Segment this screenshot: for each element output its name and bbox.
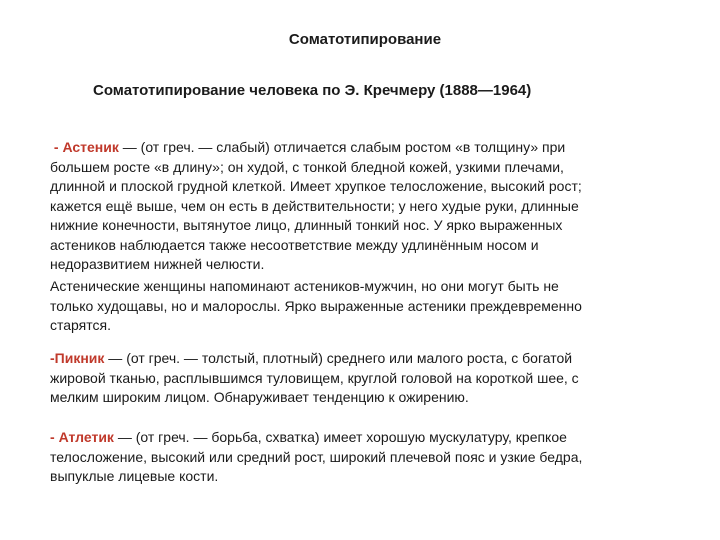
asthenic-line-7: недоразвитием нижней челюсти.: [50, 256, 265, 272]
asthenic-line-2: большем росте «в длину»; он худой, с тонкой бледной кожей, узкими плечами,: [50, 158, 564, 175]
asthenic-women-line-1: Астенические женщины напоминают астеников-мужчин, но они могут быть не: [50, 278, 559, 294]
page-title: Соматотипирование: [288, 31, 442, 48]
asthenic-women-line-2: только худощавы, но и малорослы. Ярко выраженные астеники преждевременно: [50, 297, 582, 314]
asthenic-women-line-3: старятся.: [50, 317, 111, 333]
athletic-term: Атлетик: [58, 429, 114, 445]
asthenic-line-5: нижние конечности, вытянутое лицо, длинный тонкий нос. У ярко выраженных: [50, 217, 563, 233]
asthenic-line-3: длинной и плоской грудной клеткой. Имеет хрупкое телосложение, высокий рост;: [50, 178, 582, 194]
asthenic-women-paragraph: [50, 277, 675, 336]
athletic-text-1: — (от греч. — борьба, схватка) имеет хорошую мускулатуру, крепкое: [113, 429, 567, 445]
pyknic-term: Пикник: [54, 350, 105, 366]
pyknic-text-1: — (от греч. — толстый, плотный) среднего или малого роста, с богатой: [104, 350, 573, 366]
asthenic-line-6: астеников наблюдается также несоответствие между удлинённым носом и: [50, 236, 539, 253]
subtitle: Соматотипирование человека по Э. Кречмеру (1888—1964): [93, 82, 532, 99]
asthenic-term: Астеник: [62, 139, 119, 155]
athletic-prefix: -: [50, 429, 59, 445]
pyknic-line-1: [50, 349, 675, 369]
athletic-paragraph: [50, 428, 675, 487]
athletic-line-2: телосложение, высокий или средний рост, широкий плечевой пояс и узкие бедра,: [50, 448, 583, 465]
pyknic-prefix: -: [50, 350, 55, 366]
asthenic-paragraph: [50, 138, 675, 275]
athletic-line-1: [50, 428, 675, 448]
pyknic-line-3: мелким широким лицом. Обнаруживает тенденцию к ожирению.: [50, 389, 469, 405]
asthenic-prefix: -: [50, 139, 63, 155]
asthenic-line-1: [50, 138, 675, 158]
asthenic-line-4: кажется ещё выше, чем он есть в действительности; у него худые руки, длинные: [50, 197, 579, 214]
pyknic-line-2: жировой тканью, расплывшимся туловищем, круглой головой на короткой шее, с: [50, 369, 579, 386]
pyknic-paragraph: [50, 349, 675, 408]
asthenic-text-1: — (от греч. — слабый) отличается слабым ростом «в толщину» при: [118, 139, 566, 155]
athletic-line-3: выпуклые лицевые кости.: [50, 468, 219, 484]
